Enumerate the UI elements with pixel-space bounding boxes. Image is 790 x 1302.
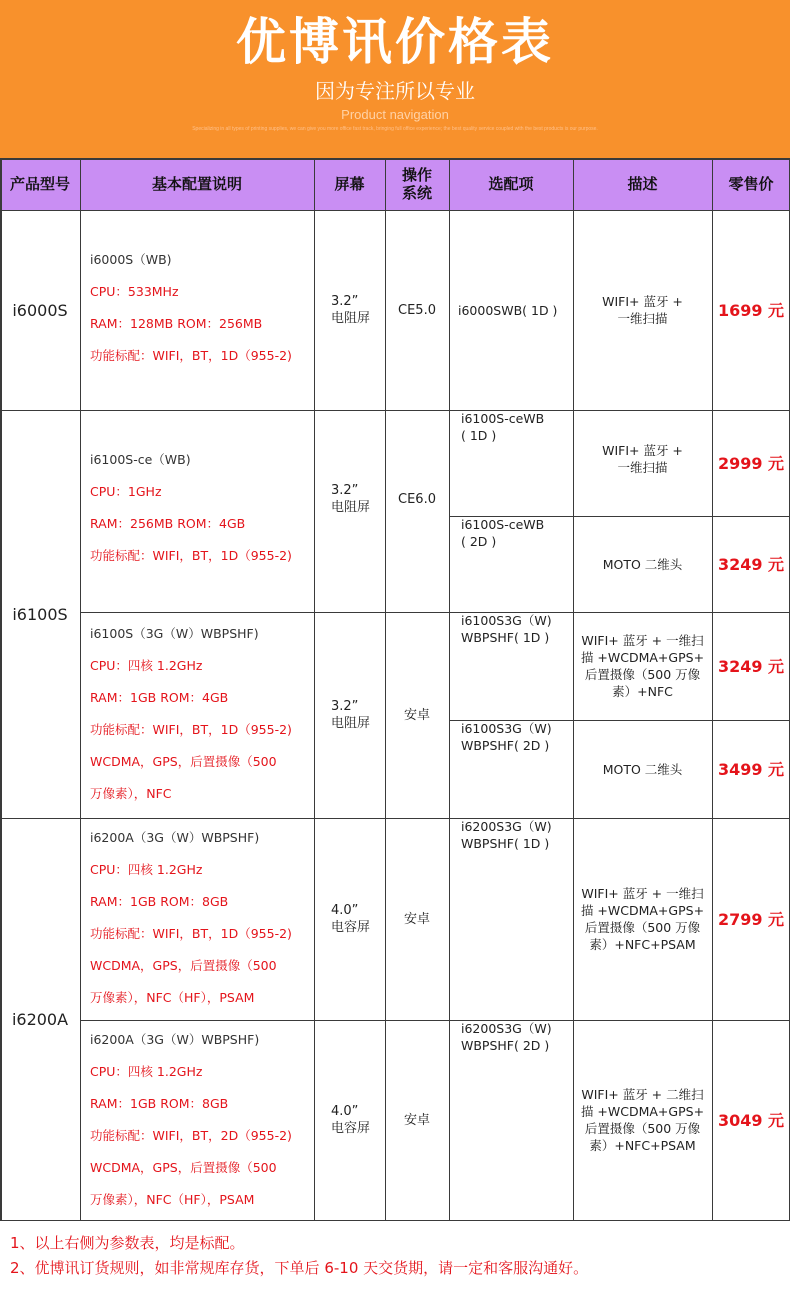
spec-block: i6000S（WB) CPU：533MHz RAM：128MB ROM：256MB 功能标配：WIFI，BT，1D（955-2) [90,252,292,363]
price-cell: 3249 元 [717,656,785,676]
screen-cell: 3.2” 电阻屏 [331,294,371,326]
notes-section [0,1220,790,1302]
option-cell: i6100S3G（W) WBPSHF( 1D ) [461,613,552,645]
price-cell: 2799 元 [717,909,785,929]
option-cell: i6200S3G（W) WBPSHF( 2D ) [461,1021,552,1053]
screen-cell: 3.2” 电阻屏 [331,699,371,731]
price-cell: 3499 元 [717,759,785,779]
description-cell: MOTO 二维头 [602,556,683,572]
option-cell: i6000SWB( 1D ) [458,302,558,318]
description-cell: WIFI+ 蓝牙 + 一维扫 描 +WCDMA+GPS+ 后置摄像（500 万像 素）+NFC [580,633,705,699]
option-cell: i6100S3G（W) WBPSHF( 2D ) [461,721,552,753]
spec-block: i6100S（3G（W）WBPSHF) CPU：四核 1.2GHz RAM：1GB ROM：4GB 功能标配：WIFI，BT，1D（955-2) WCDMA，GPS，后置摄像（500 万像素），NFC [90,626,292,801]
page-title: 优博讯价格表 [236,13,554,71]
price-cell: 3249 元 [717,554,785,574]
header-price: 零售价 [712,158,790,210]
screen-cell: 4.0” 电容屏 [331,1104,371,1136]
header-os: 操作系统 [385,158,449,210]
header-config: 基本配置说明 [80,158,314,210]
description-cell: MOTO 二维头 [602,761,683,777]
description-cell: WIFI+ 蓝牙 + 二维扫 描 +WCDMA+GPS+ 后置摄像（500 万像 素）+NFC+PSAM [580,1087,705,1153]
price-cell: 3049 元 [717,1110,785,1130]
english-caption: Product navigation [341,107,449,122]
header-model: 产品型号 [0,158,80,210]
price-cell: 1699 元 [717,300,785,320]
description-cell: WIFI+ 蓝牙 + 一维扫 描 +WCDMA+GPS+ 后置摄像（500 万像 素）+NFC+PSAM [580,886,705,952]
header-options: 选配项 [449,158,573,210]
screen-cell: 3.2” 电阻屏 [331,483,371,515]
description-cell: WIFI+ 蓝牙 + 一维扫描 [602,443,683,475]
spec-block: i6200A（3G（W）WBPSHF) CPU：四核 1.2GHz RAM：1GB ROM：8GB 功能标配：WIFI，BT，1D（955-2) WCDMA，GPS，后置摄像（500 万像素），NFC（HF），PSAM [90,830,292,1005]
description-cell: WIFI+ 蓝牙 + 一维扫描 [602,294,683,326]
screen-cell: 4.0” 电容屏 [331,903,371,935]
model-i6000s: i6000S [12,300,68,320]
spec-block: i6100S-ce（WB) CPU：1GHz RAM：256MB ROM：4GB 功能标配：WIFI，BT，1D（955-2) [90,452,292,563]
fine-print: Specializing in all types of printing supplies, we can give you more office fast track, bringing full office experience; the best quality service coupled with the best products is our purpose. [192,126,598,132]
header-description: 描述 [573,158,712,210]
spec-block: i6200A（3G（W）WBPSHF) CPU：四核 1.2GHz RAM：1GB ROM：8GB 功能标配：WIFI，BT，2D（955-2) WCDMA，GPS，后置摄像（500 万像素），NFC（HF），PSAM [90,1032,292,1207]
os-cell: CE6.0 [398,491,436,507]
os-cell: 安卓 [403,1112,430,1128]
banner [0,0,790,158]
option-cell: i6100S-ceWB ( 1D ) [461,411,545,443]
model-i6100s: i6100S [12,604,68,624]
os-cell: 安卓 [403,911,430,927]
header-screen: 屏幕 [314,158,385,210]
option-cell: i6100S-ceWB ( 2D ) [461,517,545,549]
price-cell: 2999 元 [717,453,785,473]
os-cell: 安卓 [403,707,430,723]
page-subtitle: 因为专注所以专业 [315,79,475,103]
option-cell: i6200S3G（W) WBPSHF( 1D ) [461,819,552,851]
model-i6200a: i6200A [11,1009,69,1029]
note-1: 1、以上右侧为参数表，均是标配。 [10,1234,245,1252]
note-2: 2、优博讯订货规则，如非常规库存货，下单后 6-10 天交货期，请一定和客服沟通好。 [10,1259,589,1277]
os-cell: CE5.0 [398,302,436,318]
